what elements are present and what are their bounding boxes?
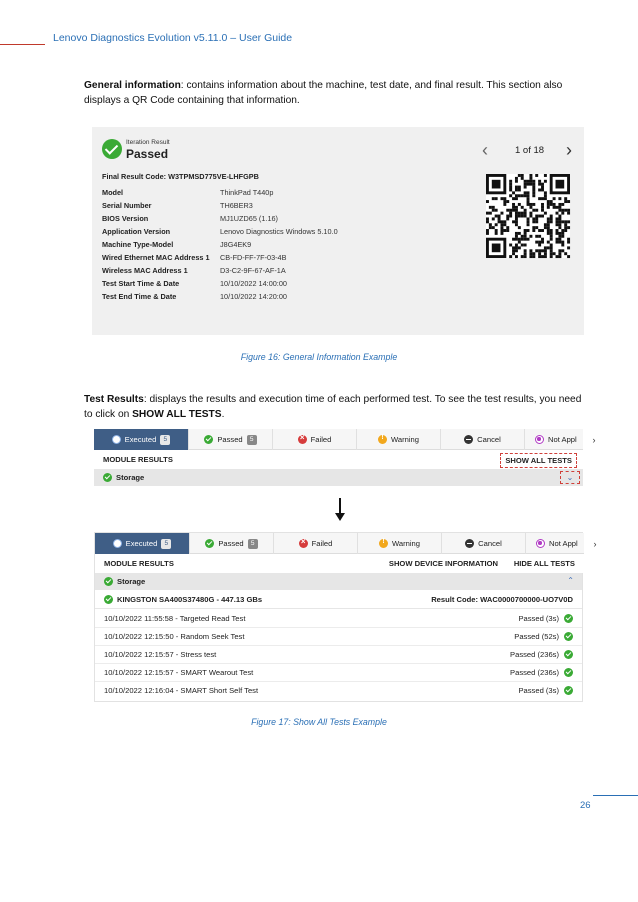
show-all-tests-reference: SHOW ALL TESTS	[132, 409, 222, 420]
page-number: 26	[580, 800, 591, 811]
tab-failed[interactable]	[274, 533, 358, 554]
failed-icon	[299, 539, 308, 548]
passed-check-icon	[102, 139, 122, 159]
iteration-result-value: Passed	[126, 147, 169, 161]
info-row-model	[102, 186, 482, 199]
tab-cancel[interactable]	[442, 533, 526, 554]
device-name: KINGSTON SA400S37480G - 447.13 GBs	[117, 595, 263, 604]
arrow-down-icon	[333, 498, 347, 522]
info-key: Machine Type-Model	[102, 240, 174, 249]
device-result-code: Result Code: WAC0000700000-UO7V0D	[431, 595, 573, 604]
iteration-result-card	[92, 127, 584, 335]
show-device-information-button[interactable]: SHOW DEVICE INFORMATION	[388, 559, 498, 568]
test-name: 10/10/2022 12:15:50 - Random Seek Test	[104, 632, 245, 641]
tab-count-badge: 5	[160, 435, 170, 445]
passed-icon	[564, 668, 573, 677]
tab-executed[interactable]	[94, 429, 189, 450]
test-row	[95, 682, 582, 700]
info-row-wired-mac	[102, 251, 482, 264]
info-key: Test End Time & Date	[102, 292, 177, 301]
info-row-machine-type-model	[102, 238, 482, 251]
tab-label: Failed	[310, 435, 332, 444]
tab-label: Cancel	[477, 435, 501, 444]
tab-label: Cancel	[478, 539, 502, 548]
not-applicable-icon	[535, 435, 544, 444]
tab-label: Executed	[125, 539, 158, 548]
show-all-tests-button[interactable]: SHOW ALL TESTS	[500, 453, 577, 468]
executed-icon	[113, 539, 122, 548]
info-key: Test Start Time & Date	[102, 279, 180, 288]
info-key: Wireless MAC Address 1	[102, 266, 188, 275]
qr-code-icon	[486, 174, 570, 258]
tab-label: Not Appl	[548, 435, 577, 444]
test-result: Passed (52s)	[514, 632, 559, 641]
tab-warning[interactable]	[358, 533, 442, 554]
warning-icon	[379, 539, 388, 548]
info-row-wireless-mac	[102, 264, 482, 277]
tab-label: Not Appl	[549, 539, 578, 548]
test-name: 10/10/2022 12:15:57 - Stress test	[104, 650, 217, 659]
passed-icon	[564, 686, 573, 695]
device-row	[95, 591, 582, 609]
tab-count-badge: 5	[248, 539, 258, 549]
info-value: 10/10/2022 14:20:00	[220, 292, 287, 301]
tab-cancel[interactable]	[441, 429, 525, 450]
cancel-icon	[465, 539, 474, 548]
footer-rule	[593, 795, 638, 796]
module-results-header	[94, 450, 583, 469]
test-row	[95, 610, 582, 628]
results-panel-collapsed	[94, 429, 596, 486]
expand-chevron-down-icon[interactable]: ⌄	[560, 471, 580, 484]
final-result-code: Final Result Code: W3TPMSD775VE-LHFGPB	[102, 172, 259, 181]
info-value: D3-C2-9F-67-AF-1A	[220, 266, 286, 275]
tab-label: Passed	[218, 539, 244, 548]
results-panel-expanded	[94, 532, 597, 702]
figure-17-caption: Figure 17: Show All Tests Example	[251, 717, 387, 727]
header-rule	[0, 44, 45, 45]
test-name: 10/10/2022 11:55:58 - Targeted Read Test	[104, 614, 246, 623]
storage-module-row[interactable]	[95, 573, 582, 590]
info-value: MJ1UZD65 (1.16)	[220, 214, 278, 223]
next-result-chevron-icon[interactable]: ›	[566, 140, 572, 160]
warning-icon	[378, 435, 387, 444]
not-applicable-icon	[536, 539, 545, 548]
info-key: Serial Number	[102, 201, 152, 210]
executed-icon	[112, 435, 121, 444]
tab-passed[interactable]	[190, 533, 274, 554]
info-row-application-version	[102, 225, 482, 238]
tabs-scroll-right-chevron-icon[interactable]: ›	[587, 429, 601, 450]
module-results-title: MODULE RESULTS	[103, 455, 173, 464]
tab-passed[interactable]	[189, 429, 273, 450]
test-result: Passed (236s)	[510, 668, 559, 677]
test-name: 10/10/2022 12:16:04 - SMART Short Self Test	[104, 686, 259, 695]
storage-module-label: Storage	[117, 577, 146, 586]
info-row-test-start	[102, 277, 482, 290]
result-pager-text: 1 of 18	[515, 145, 545, 156]
tab-executed[interactable]	[95, 533, 190, 554]
test-name: 10/10/2022 12:15:57 - SMART Wearout Test	[104, 668, 254, 677]
general-information-paragraph	[84, 78, 584, 108]
failed-icon	[298, 435, 307, 444]
tab-label: Warning	[392, 539, 420, 548]
figure-16-caption: Figure 16: General Information Example	[240, 352, 398, 362]
info-key: BIOS Version	[102, 214, 149, 223]
test-results-paragraph	[84, 392, 584, 422]
tab-not-applicable[interactable]	[526, 533, 588, 554]
info-value: CB-FD-FF-7F-03-4B	[220, 253, 287, 262]
info-value: 10/10/2022 14:00:00	[220, 279, 287, 288]
general-information-text: : contains information about the machine, test date, and final result. This section also displays a QR Code containing that information.	[84, 80, 563, 106]
passed-icon	[564, 614, 573, 623]
info-key: Application Version	[102, 227, 171, 236]
test-result: Passed (3s)	[518, 614, 559, 623]
passed-icon	[204, 435, 213, 444]
passed-icon	[564, 650, 573, 659]
tab-label: Failed	[311, 539, 333, 548]
document-header-title: Lenovo Diagnostics Evolution v5.11.0 – User Guide	[53, 32, 293, 44]
info-value: Lenovo Diagnostics Windows 5.10.0	[220, 227, 338, 236]
tabs-scroll-right-chevron-icon[interactable]: ›	[588, 533, 602, 554]
passed-icon	[104, 577, 113, 586]
info-value: ThinkPad T440p	[220, 188, 274, 197]
storage-module-label: Storage	[116, 473, 145, 482]
general-information-lead: General information	[84, 80, 181, 91]
collapse-chevron-up-icon[interactable]: ⌃	[567, 576, 574, 585]
test-results-end: .	[221, 409, 225, 420]
passed-icon	[104, 595, 113, 604]
test-results-lead: Test Results	[84, 394, 144, 405]
previous-result-chevron-icon[interactable]: ‹	[482, 140, 488, 160]
test-row	[95, 664, 582, 682]
passed-icon	[564, 632, 573, 641]
module-results-title: MODULE RESULTS	[104, 559, 174, 568]
info-key: Wired Ethernet MAC Address 1	[102, 253, 210, 262]
storage-module-row[interactable]	[94, 469, 583, 486]
test-result: Passed (236s)	[510, 650, 559, 659]
tab-label: Passed	[217, 435, 243, 444]
test-row	[95, 646, 582, 664]
result-tabs	[95, 533, 597, 554]
info-row-serial-number	[102, 199, 482, 212]
module-results-header	[95, 554, 584, 573]
tab-count-badge: 5	[247, 435, 257, 445]
tab-label: Executed	[124, 435, 157, 444]
test-row	[95, 628, 582, 646]
info-value: TH6BER3	[220, 201, 253, 210]
iteration-result-label: Iteration Result	[126, 139, 170, 146]
test-results-text: : displays the results and execution time of each performed test. To see the test results, you need to click on	[84, 394, 582, 420]
tab-warning[interactable]	[357, 429, 441, 450]
info-key: Model	[102, 188, 124, 197]
info-value: J8G4EK9	[220, 240, 252, 249]
tab-not-applicable[interactable]	[525, 429, 587, 450]
test-result: Passed (3s)	[518, 686, 559, 695]
passed-icon	[103, 473, 112, 482]
info-row-test-end	[102, 290, 482, 303]
cancel-icon	[464, 435, 473, 444]
passed-icon	[205, 539, 214, 548]
result-tabs	[94, 429, 596, 450]
hide-all-tests-button[interactable]: HIDE ALL TESTS	[513, 559, 575, 568]
tab-label: Warning	[391, 435, 419, 444]
tab-count-badge: 5	[161, 539, 171, 549]
info-row-bios-version	[102, 212, 482, 225]
tab-failed[interactable]	[273, 429, 357, 450]
